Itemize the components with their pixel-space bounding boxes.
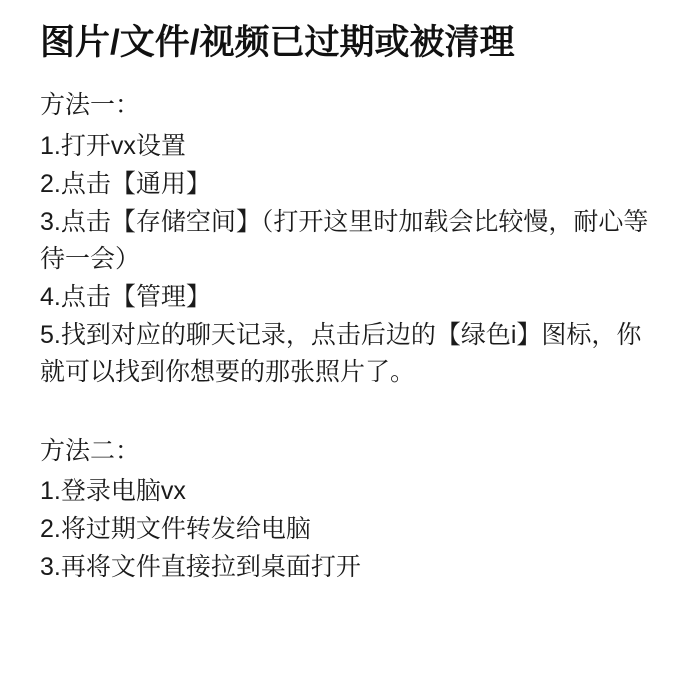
step-1-2: 2.点击【通用】 (40, 169, 211, 198)
section-heading-method-two: 方法二： (40, 436, 141, 465)
step-1-1: 1.打开vx设置 (40, 131, 186, 160)
step-1-5: 5.找到对应的聊天记录，点击后边的【绿色i】图标，你就可以找到你想要的那张照片了。 (40, 320, 642, 386)
section-heading-method-one: 方法一： (40, 91, 141, 120)
step-1-4: 4.点击【管理】 (40, 282, 211, 311)
section-method-two (40, 435, 664, 587)
step-1-3: 3.点击【存储空间】（打开这里时加载会比较慢，耐心等待一会） (40, 207, 649, 273)
step-2-1: 1.登录电脑vx (40, 477, 186, 506)
step-2-3: 3.再将文件直接拉到桌面打开 (40, 553, 361, 582)
section-divider-space (40, 391, 664, 435)
step-2-2: 2.将过期文件转发给电脑 (40, 515, 311, 544)
section-method-one (40, 89, 664, 391)
page-title: 图片/文件/视频已过期或被清理 (40, 23, 515, 62)
